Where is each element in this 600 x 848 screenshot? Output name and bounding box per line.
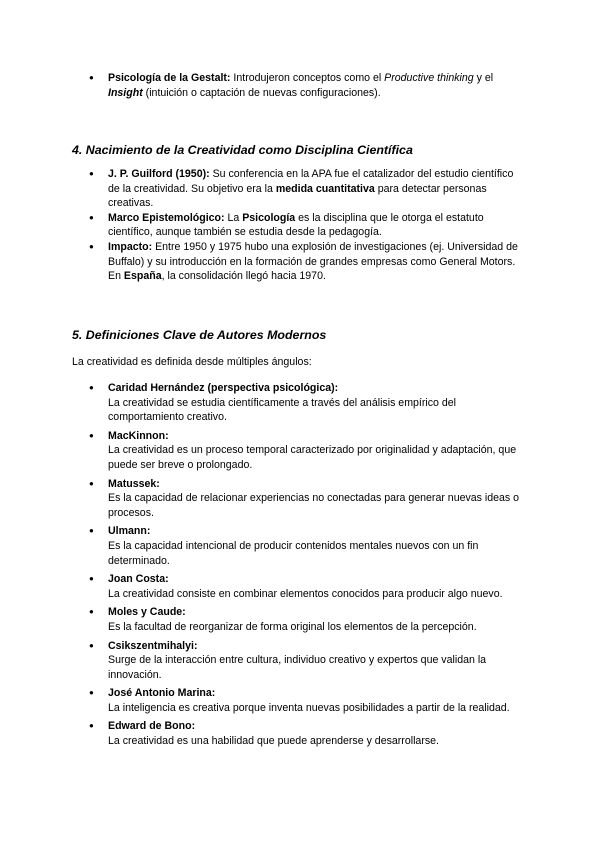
marco-title: Marco Epistemológico:: [108, 211, 225, 224]
bullet-icon: ●: [89, 607, 94, 617]
gestalt-text-2: y el: [473, 72, 494, 84]
section-5-intro-wrap: [0, 355, 600, 370]
definition-text: La inteligencia es creativa porque inventa nuevas posibilidades a partir de la realidad.: [108, 701, 510, 714]
marco-bold: Psicología: [242, 211, 296, 224]
marco-text-1: La: [224, 211, 243, 224]
guilford-title: J. P. Guilford (1950):: [108, 168, 210, 180]
definition-author: Joan Costa:: [108, 573, 169, 586]
section-5: [0, 327, 600, 343]
impacto-text-1: Entre 1950 y 1975 hubo una explosión de investigaciones (ej. Universidad de Buffalo) y su introducción en la formación de grandes empresas como General Motors. En: [108, 240, 518, 283]
bullet-icon: ●: [89, 574, 94, 584]
section-4: [0, 142, 600, 158]
definition-text: La creatividad consiste en combinar elementos conocidos para producir algo nuevo.: [108, 587, 503, 600]
definition-author: Caridad Hernández (perspectiva psicológica):: [108, 382, 339, 394]
definition-item: [0, 719, 600, 748]
bullet-icon: ●: [89, 430, 94, 440]
definition-text: La creatividad se estudia científicamente a través del análisis empírico del comportamiento creativo.: [108, 396, 457, 424]
definition-text: Es la capacidad de relacionar experiencias no conectadas para generar nuevas ideas o procesos.: [108, 492, 520, 519]
bullet-icon: ●: [89, 640, 94, 650]
gestalt-italic-1: Productive thinking: [384, 72, 474, 84]
bullet-icon: ●: [89, 526, 94, 536]
bullet-icon: ●: [89, 688, 94, 698]
section-5-heading: 5. Definiciones Clave de Autores Modernos: [72, 328, 327, 342]
impacto-bold: España: [123, 270, 162, 283]
definition-item: [0, 429, 600, 473]
definition-author: Csikszentmihalyi:: [108, 639, 198, 652]
definition-item: [0, 477, 600, 521]
definition-item: [0, 524, 600, 568]
bullet-icon: ●: [89, 383, 94, 392]
gestalt-title: Psicología de la Gestalt:: [108, 72, 231, 84]
gestalt-text-3: (intuición o captación de nuevas configuraciones).: [142, 86, 381, 99]
list-item-impacto: [0, 240, 600, 284]
marco-text-2: es la disciplina que le otorga el estatuto científico, aunque también se estudia desde la pedagogía.: [108, 211, 484, 239]
bullet-icon: ●: [89, 241, 94, 251]
list-item-marco: [0, 211, 600, 240]
definition-author: Edward de Bono:: [108, 720, 196, 733]
gestalt-italic-2: Insight: [108, 86, 143, 99]
bullet-icon: ●: [89, 478, 94, 488]
bullet-icon: ●: [89, 721, 94, 731]
definition-text: La creatividad es una habilidad que puede aprenderse y desarrollarse.: [108, 735, 439, 748]
definition-author: José Antonio Marina:: [108, 687, 216, 700]
bullet-icon: ●: [89, 212, 94, 222]
definition-author: Matussek:: [108, 477, 160, 490]
impacto-title: Impacto:: [108, 240, 153, 253]
definition-item: [0, 639, 600, 683]
list-item-guilford: [0, 167, 600, 211]
section-5-list: [0, 381, 600, 753]
bullet-icon: ●: [89, 169, 94, 178]
definition-text: Es la capacidad intencional de producir contenidos mentales nuevos con un fin determinado.: [108, 539, 479, 567]
impacto-text-2: , la consolidación llegó hacia 1970.: [161, 270, 326, 283]
definition-item: [0, 605, 600, 634]
definition-text: Surge de la interacción entre cultura, individuo creativo y expertos que validan la innovación.: [108, 654, 487, 681]
section-3-tail: [0, 71, 600, 100]
section-4-list: [0, 167, 600, 284]
section-4-heading: 4. Nacimiento de la Creatividad como Disciplina Científica: [72, 143, 413, 157]
guilford-bold: medida cuantitativa: [275, 182, 375, 195]
definition-item: [0, 572, 600, 601]
definition-author: Moles y Caude:: [108, 606, 186, 619]
list-item-gestalt: [0, 71, 600, 100]
definition-item: [0, 381, 600, 425]
definition-author: MacKinnon:: [108, 429, 169, 442]
definition-item: [0, 686, 600, 715]
definition-text: La creatividad es un proceso temporal caracterizado por originalidad y adaptación, que puede ser breve o prolongado.: [108, 444, 517, 471]
bullet-icon: ●: [89, 73, 94, 82]
definition-author: Ulmann:: [108, 525, 151, 538]
definition-text: Es la facultad de reorganizar de forma original los elementos de la percepción.: [108, 620, 477, 633]
section-5-intro: La creatividad es definida desde múltiples ángulos:: [72, 356, 312, 368]
guilford-text-1: Su conferencia en la APA fue el catalizador del estudio científico de la creatividad. Su objetivo era la: [108, 168, 514, 195]
gestalt-text-1: Introdujeron conceptos como el: [230, 72, 385, 84]
guilford-text-2: para detectar personas creativas.: [108, 182, 487, 210]
